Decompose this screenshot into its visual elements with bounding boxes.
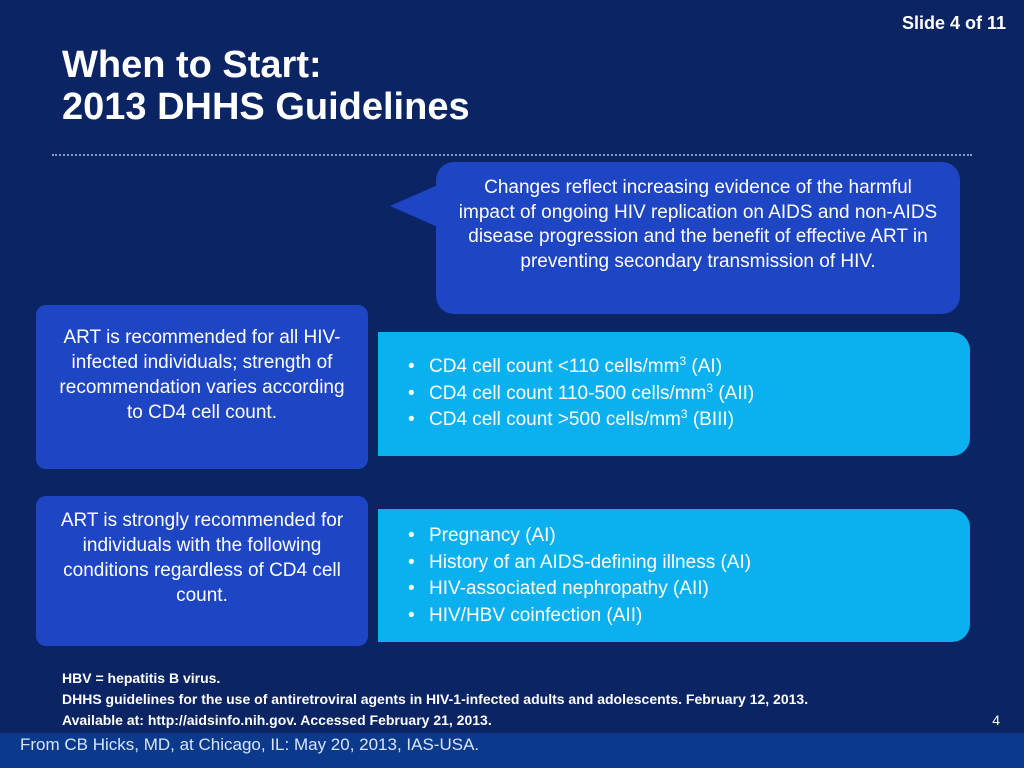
slide-title-line-1: When to Start: [62,44,322,86]
footnote: Available at: http://aidsinfo.nih.gov. Accessed February 21, 2013. [62,712,492,728]
conditions-list [378,523,970,629]
recommendation-text-conditions: ART is strongly recommended for individuals with the following conditions regardless of CD4 cell count. [60,510,344,606]
callout-pointer [390,184,440,228]
title-divider [52,154,972,156]
list-item: • History of an AIDS-defining illness (AI) [408,550,970,577]
cd4-criteria-box [378,332,970,456]
footnotes [62,668,992,731]
slide-counter: Slide 4 of 11 [901,13,1006,33]
footnote: HBV = hepatitis B virus. [62,670,221,686]
list-item: • HIV/HBV coinfection (AII) [408,603,970,630]
recommendation-text-all: ART is recommended for all HIV-infected individuals; strength of recommendation varies according to CD4 cell count. [59,327,345,423]
callout-box [436,162,960,314]
list-item: • CD4 cell count <110 cells/$mm^3$ (AI) [408,354,970,381]
list-item: • CD4 cell count 110-500 cells/$mm^3$ (AII) [408,381,970,408]
list-item: • Pregnancy (AI) [408,523,970,550]
slide-title [62,44,470,128]
callout-text: Changes reflect increasing evidence of the harmful impact of ongoing HIV replication on AIDS and non-AIDS disease progression and the benefit of effective ART in preventing secondary transmission of HIV. [458,177,938,272]
list-item: • CD4 cell count >500 cells/$mm^3$ (BIII) [408,407,970,434]
recommendation-box-all [36,305,368,469]
footnote: DHHS guidelines for the use of antiretroviral agents in HIV-1-infected adults and adolescents. February 12, 2013. [62,691,809,707]
list-item: • HIV-associated nephropathy (AII) [408,576,970,603]
conditions-box [378,509,970,642]
source-credit: From CB Hicks, MD, at Chicago, IL: May 20, 2013, IAS-USA. [20,735,480,754]
slide-title-line-2: 2013 DHHS Guidelines [62,86,470,128]
recommendation-box-conditions [36,496,368,646]
cd4-criteria-list [378,354,970,434]
page-number: 4 [992,712,1000,728]
